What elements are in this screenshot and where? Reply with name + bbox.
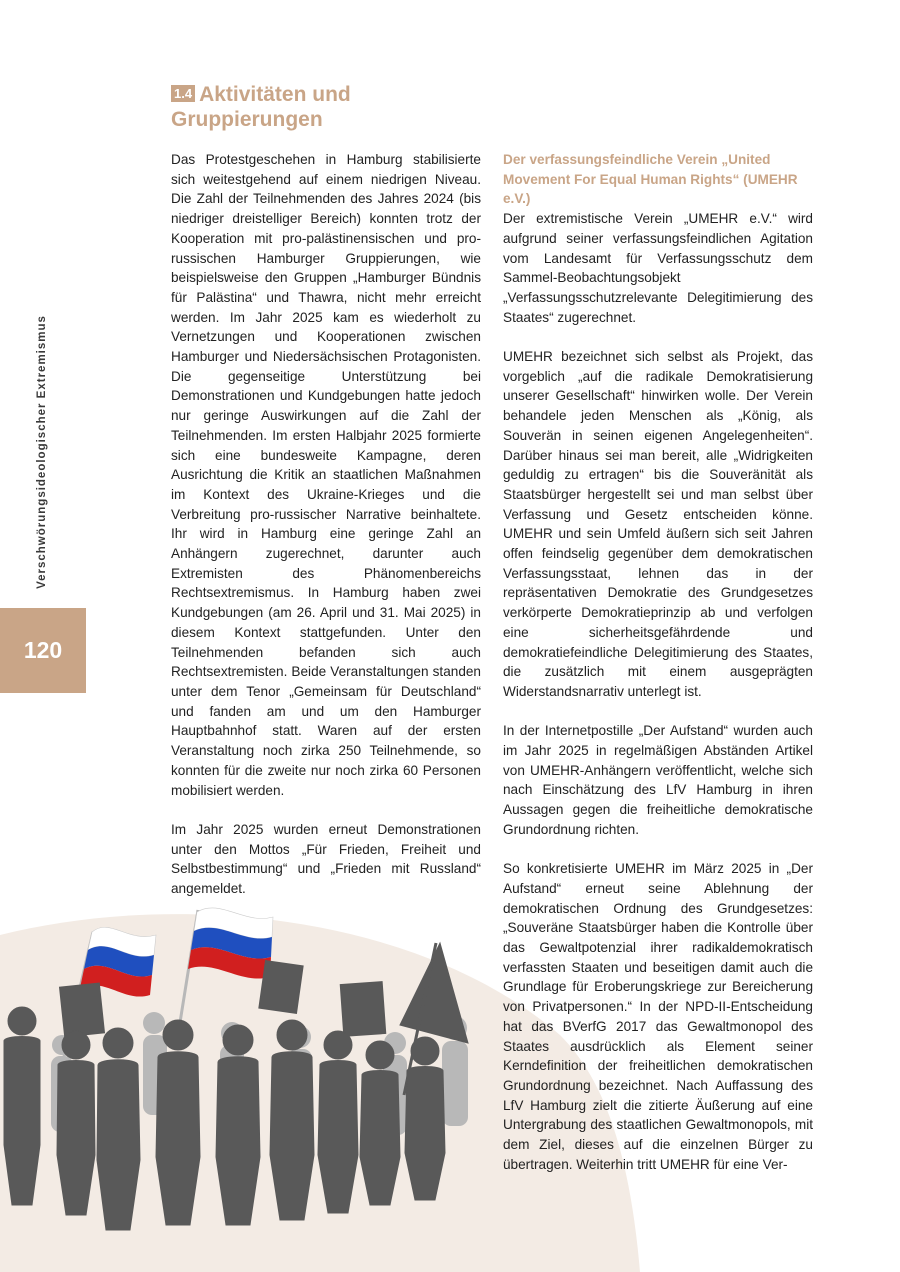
paragraph: Der extremistische Verein „UMEHR e.V.“ wird aufgrund seiner verfassungsfeindlichen Agitation vom Landesamt für Verfassungsschutz dem Sammel-Beobachtungsobjekt „Verfassungsschutzrelevante Delegitimierung des Staates“ zugerechnet. (503, 211, 813, 325)
left-column (171, 150, 481, 918)
chapter-label: Verschwörungsideologischer Extremismus (36, 315, 48, 589)
section-title: Aktivitäten und Gruppierungen (171, 83, 351, 131)
section-heading (171, 82, 471, 132)
page-number: 120 (23, 637, 63, 663)
paragraph: UMEHR bezeichnet sich selbst als Projekt, das vorgeblich „auf die radikale Demokratisierung unserer Gesellschaft“ hinwirken wolle. Der Verein behandele jeden Menschen als „König, als Souverän in seinen eigenen Angelegenheiten“. Darüber hinaus sei man bereit, alle „Widrigkeiten geduldig zu ertragen“ bis die Souveränität als Staatsbürger hergestellt sei und man selbst über Verfassung und Gesetz entscheiden könne. UMEHR und sein Umfeld äußern sich seit Jahren offen feindselig gegenüber dem demokratischen Verfassungsstaat, lehnen das in der repräsentativen Demokratie des Grundgesetzes verkörperte Demokratieprinzip ab und verfolgen eine sicherheitsgefährdende und demokratiefeindliche Delegitimierung des Staates, die zusätzlich mit einem ausgeprägten Widerstandsnarrativ unterlegt ist. (503, 349, 813, 699)
paragraph: In der Internetpostille „Der Aufstand“ wurden auch im Jahr 2025 in regelmäßigen Abständen Artikel von UMEHR-Anhängern veröffentlicht, welche sich nach Einschätzung des LfV Hamburg in ihren Aussagen gegen die freiheitliche demokratische Grundordnung richten. (503, 723, 813, 837)
section-number: 1.4 (171, 85, 195, 102)
subsection-heading: Der verfassungsfeindliche Verein „United Movement For Equal Human Rights“ (UMEHR e.V.) (503, 152, 798, 207)
paragraph: Im Jahr 2025 wurden erneut Demonstrationen unter den Mottos „Für Frieden, Freiheit und Selbstbestimmung“ und „Frieden mit Russland“ angemeldet. (171, 821, 481, 896)
paragraph: Das Protestgeschehen in Hamburg stabilisierte sich weitestgehend auf einem niedrigen Niveau. Die Zahl der Teilnehmenden des Jahres 2024 (bis niedriger dreistelliger Bereich) konnten trotz der Kooperation mit pro-palästinensischen und pro-russischen Hamburger Gruppierungen, wie beispielsweise den Gruppen „Hamburger Bündnis für Palästina“ und Thawra, nicht mehr erreicht werden. Im Jahr 2025 kam es wiederholt zu Vernetzungen und Kooperationen zwischen Hamburger und Niedersächsischen Protagonisten. Die gegenseitige Unterstützung bei Demonstrationen und Kundgebungen hatte jedoch nur geringe Auswirkungen auf die Zahl der Teilnehmenden. Im ersten Halbjahr 2025 formierte sich eine bundesweite Kampagne, deren Ausrichtung die Kritik an staatlichen Maßnahmen im Kontext des Ukraine-Krieges und die Verbreitung pro-russischer Narrative beinhaltete. Ihr wird in Hamburg eine geringe Zahl an Anhängern zugerechnet, darunter auch Extremisten des Phänomenbereichs Rechtsextremismus. In Hamburg haben zwei Kundgebungen (am 26. April und 31. Mai 2025) in diesem Kontext stattgefunden. Unter den Teilnehmenden befanden sich auch Rechtsextremisten. Beide Veranstaltungen standen unter dem Tenor „Gemeinsam für Deutschland“ und fanden am und um den Hamburger Hauptbahnhof statt. Waren auf der ersten Veranstaltung noch zirka 250 Teilnehmende, so konnten für die zweite nur noch zirka 60 Personen mobilisiert werden. (171, 152, 481, 798)
paragraph: So konkretisierte UMEHR im März 2025 in „Der Aufstand“ erneut seine Ablehnung der demokratischen Ordnung des Grundgesetzes: „Souveräne Staatsbürger haben die Kontrolle über das Gewaltpotenzial ihrer radikaldemokratisch verfassten Staaten und beseitigen damit auch die Grundlage für Eroberungskriege zur Bereicherung von Privatpersonen.“ In der NPD-II-Entscheidung hat das BVerfG 2017 das Gewaltmonopol des Staates ausdrücklich als Element seiner Kerndefinition der freiheitlichen demokratischen Grundordnung bezeichnet. Nach Auffassung des LfV Hamburg zielt die zitierte Äußerung auf eine Untergrabung des staatlichen Gewaltmonopols, mit dem Ziel, dieses auf die einzelnen Bürger zu übertragen. Weiterhin tritt UMEHR für eine Ver- (503, 861, 813, 1172)
right-column (503, 150, 813, 1194)
page-number-box (0, 608, 86, 693)
